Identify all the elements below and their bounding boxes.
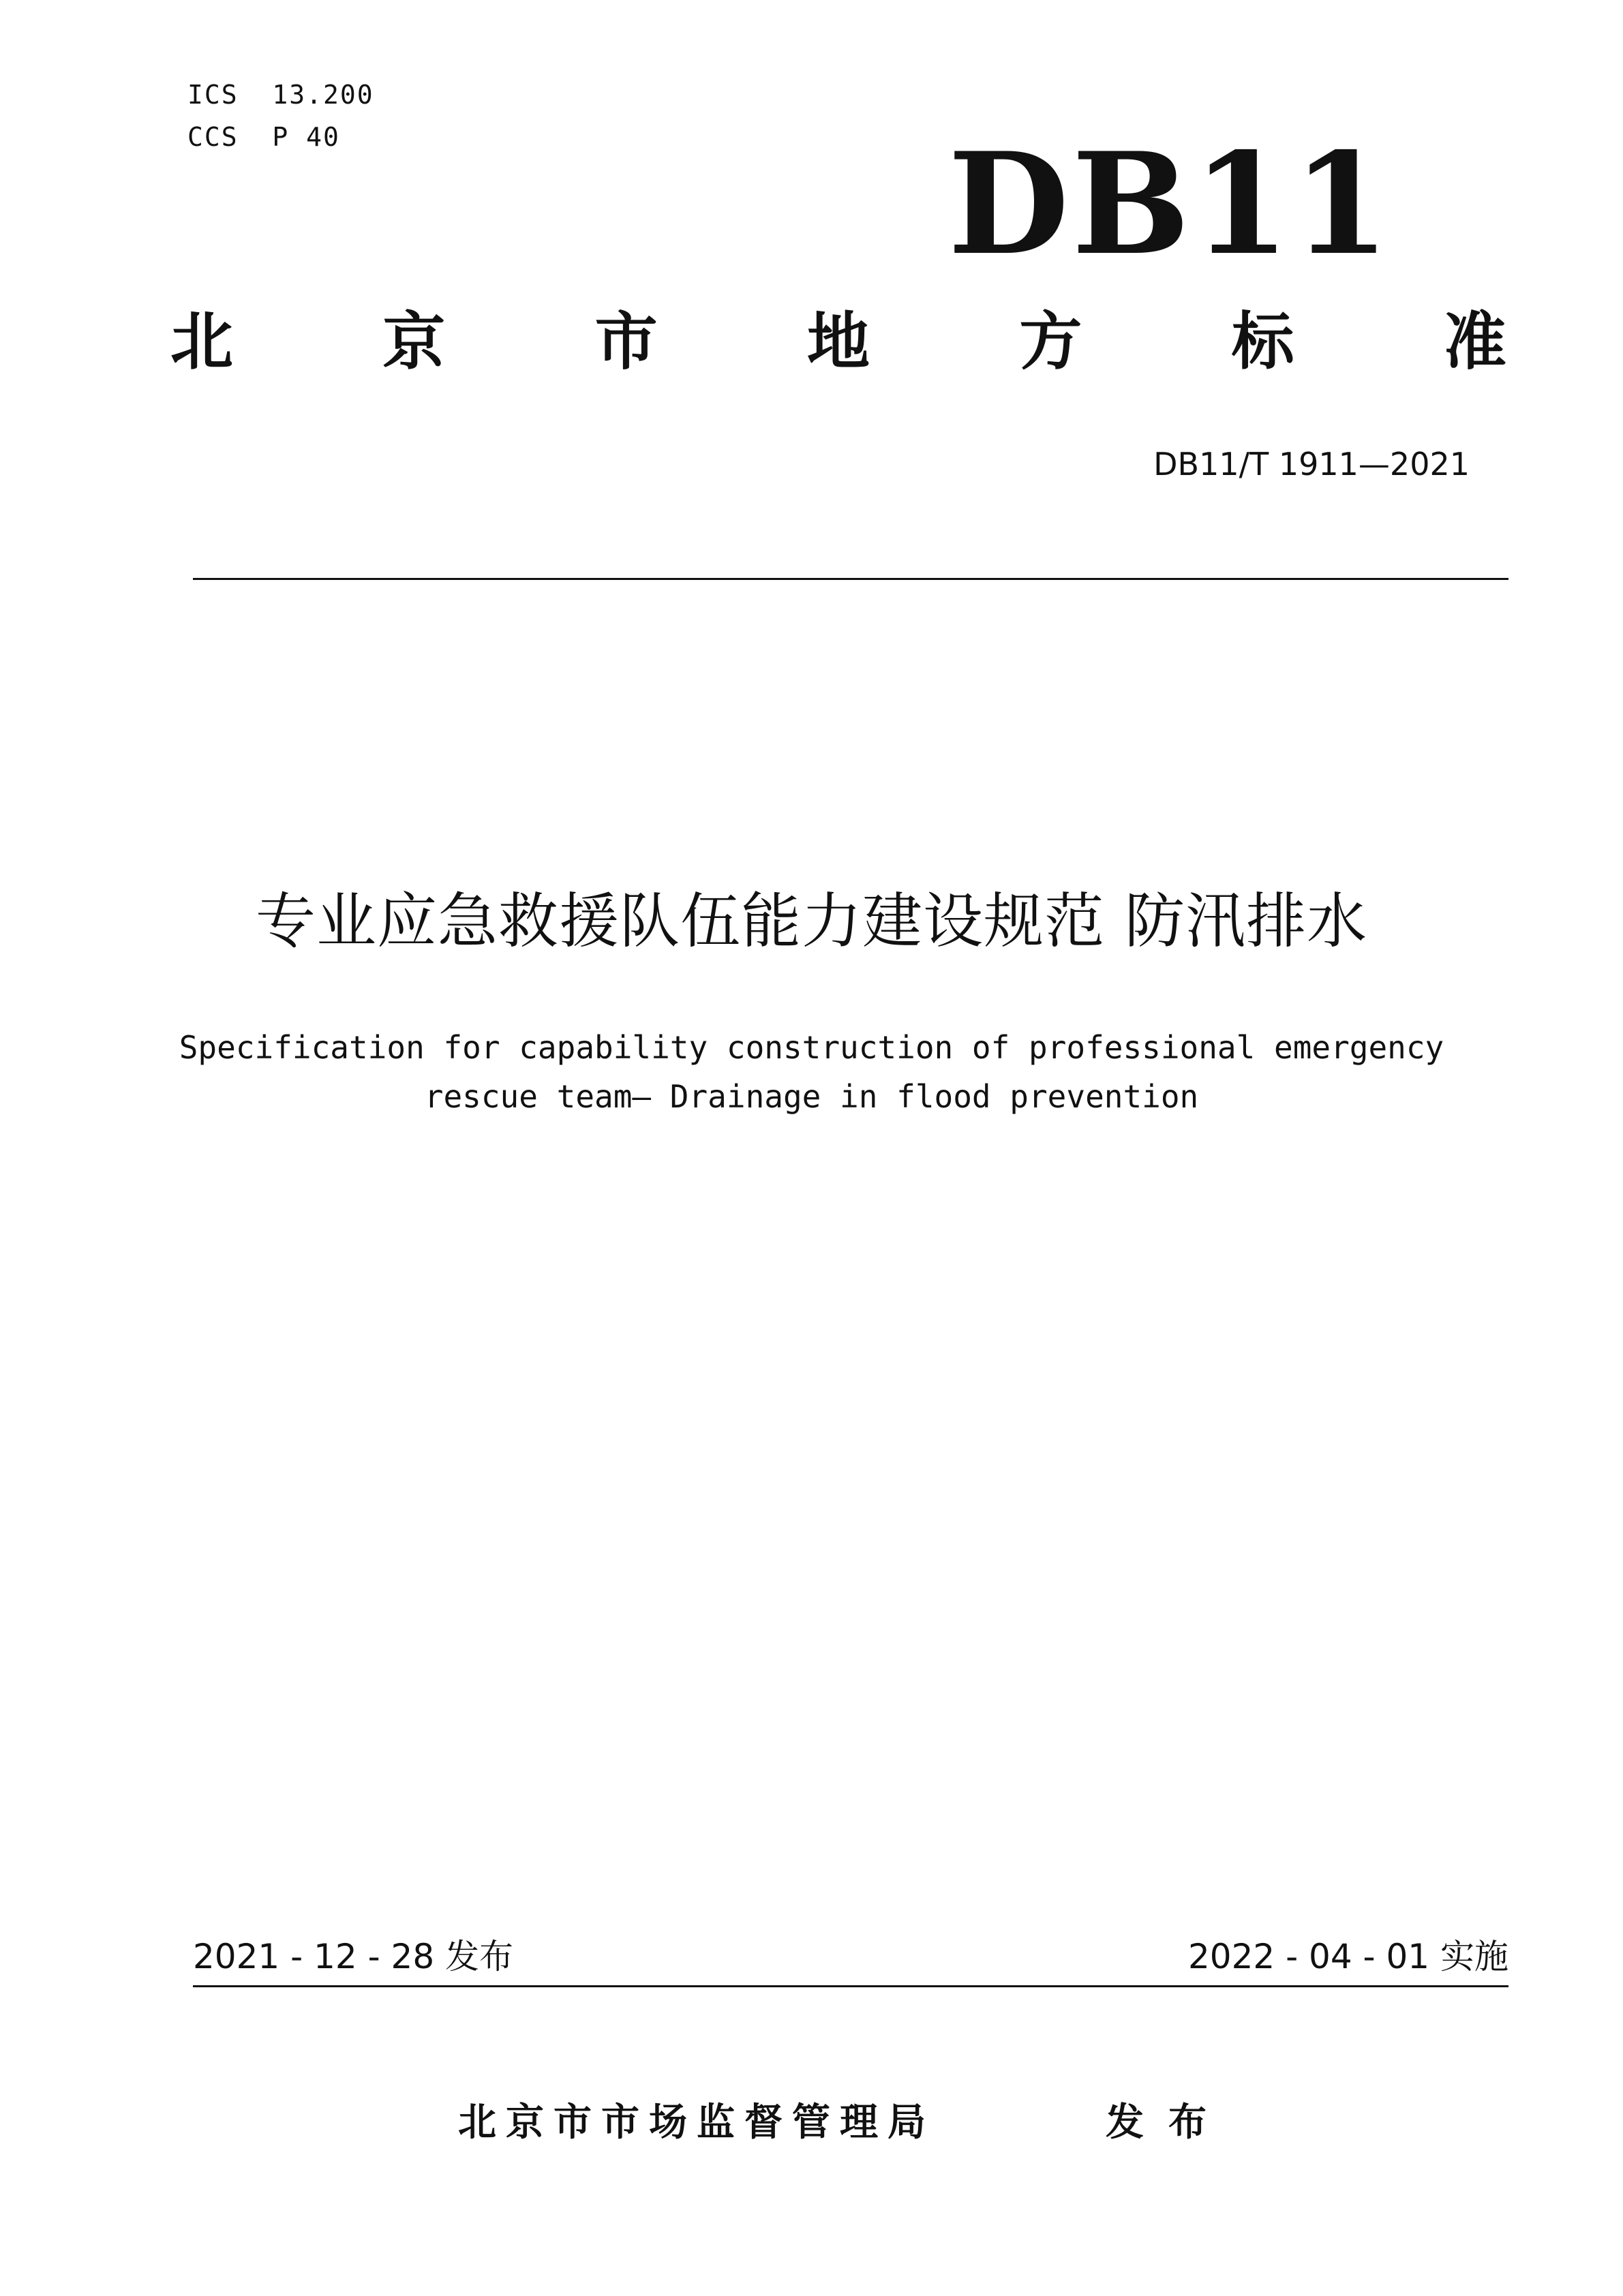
standard-type-char: 准	[1443, 305, 1506, 378]
standard-type-char: 市	[594, 305, 658, 378]
document-title-en-line2: rescue team— Drainage in flood prevention	[424, 1078, 1199, 1115]
publisher-name: 北京市市场监督管理局	[458, 2100, 935, 2145]
standard-type-char: 地	[806, 305, 870, 378]
footer-divider	[193, 1985, 1508, 1987]
standard-type-char: 北	[170, 305, 234, 378]
ccs-code: CCS P 40	[187, 122, 340, 152]
standard-type-char: 方	[1019, 305, 1082, 378]
document-title-zh: 专业应急救援队伍能力建设规范 防汛排水	[256, 886, 1367, 956]
standard-number: DB11/T 1911—2021	[1153, 446, 1470, 483]
publish-label: 发布	[1106, 2100, 1231, 2145]
implementation-date: 2022 - 04 - 01 实施	[1187, 1937, 1508, 1976]
document-title-en-line1: Specification for capability construction of professional emergency	[179, 1029, 1444, 1066]
header-divider	[193, 578, 1508, 580]
standard-type-char: 京	[382, 305, 446, 378]
db11-logo: DB11	[947, 123, 1393, 286]
standard-type-heading	[170, 305, 1506, 378]
standard-type-char: 标	[1231, 305, 1294, 378]
issue-date: 2021 - 12 - 28 发布	[193, 1937, 514, 1976]
ics-code: ICS 13.200	[187, 80, 374, 110]
